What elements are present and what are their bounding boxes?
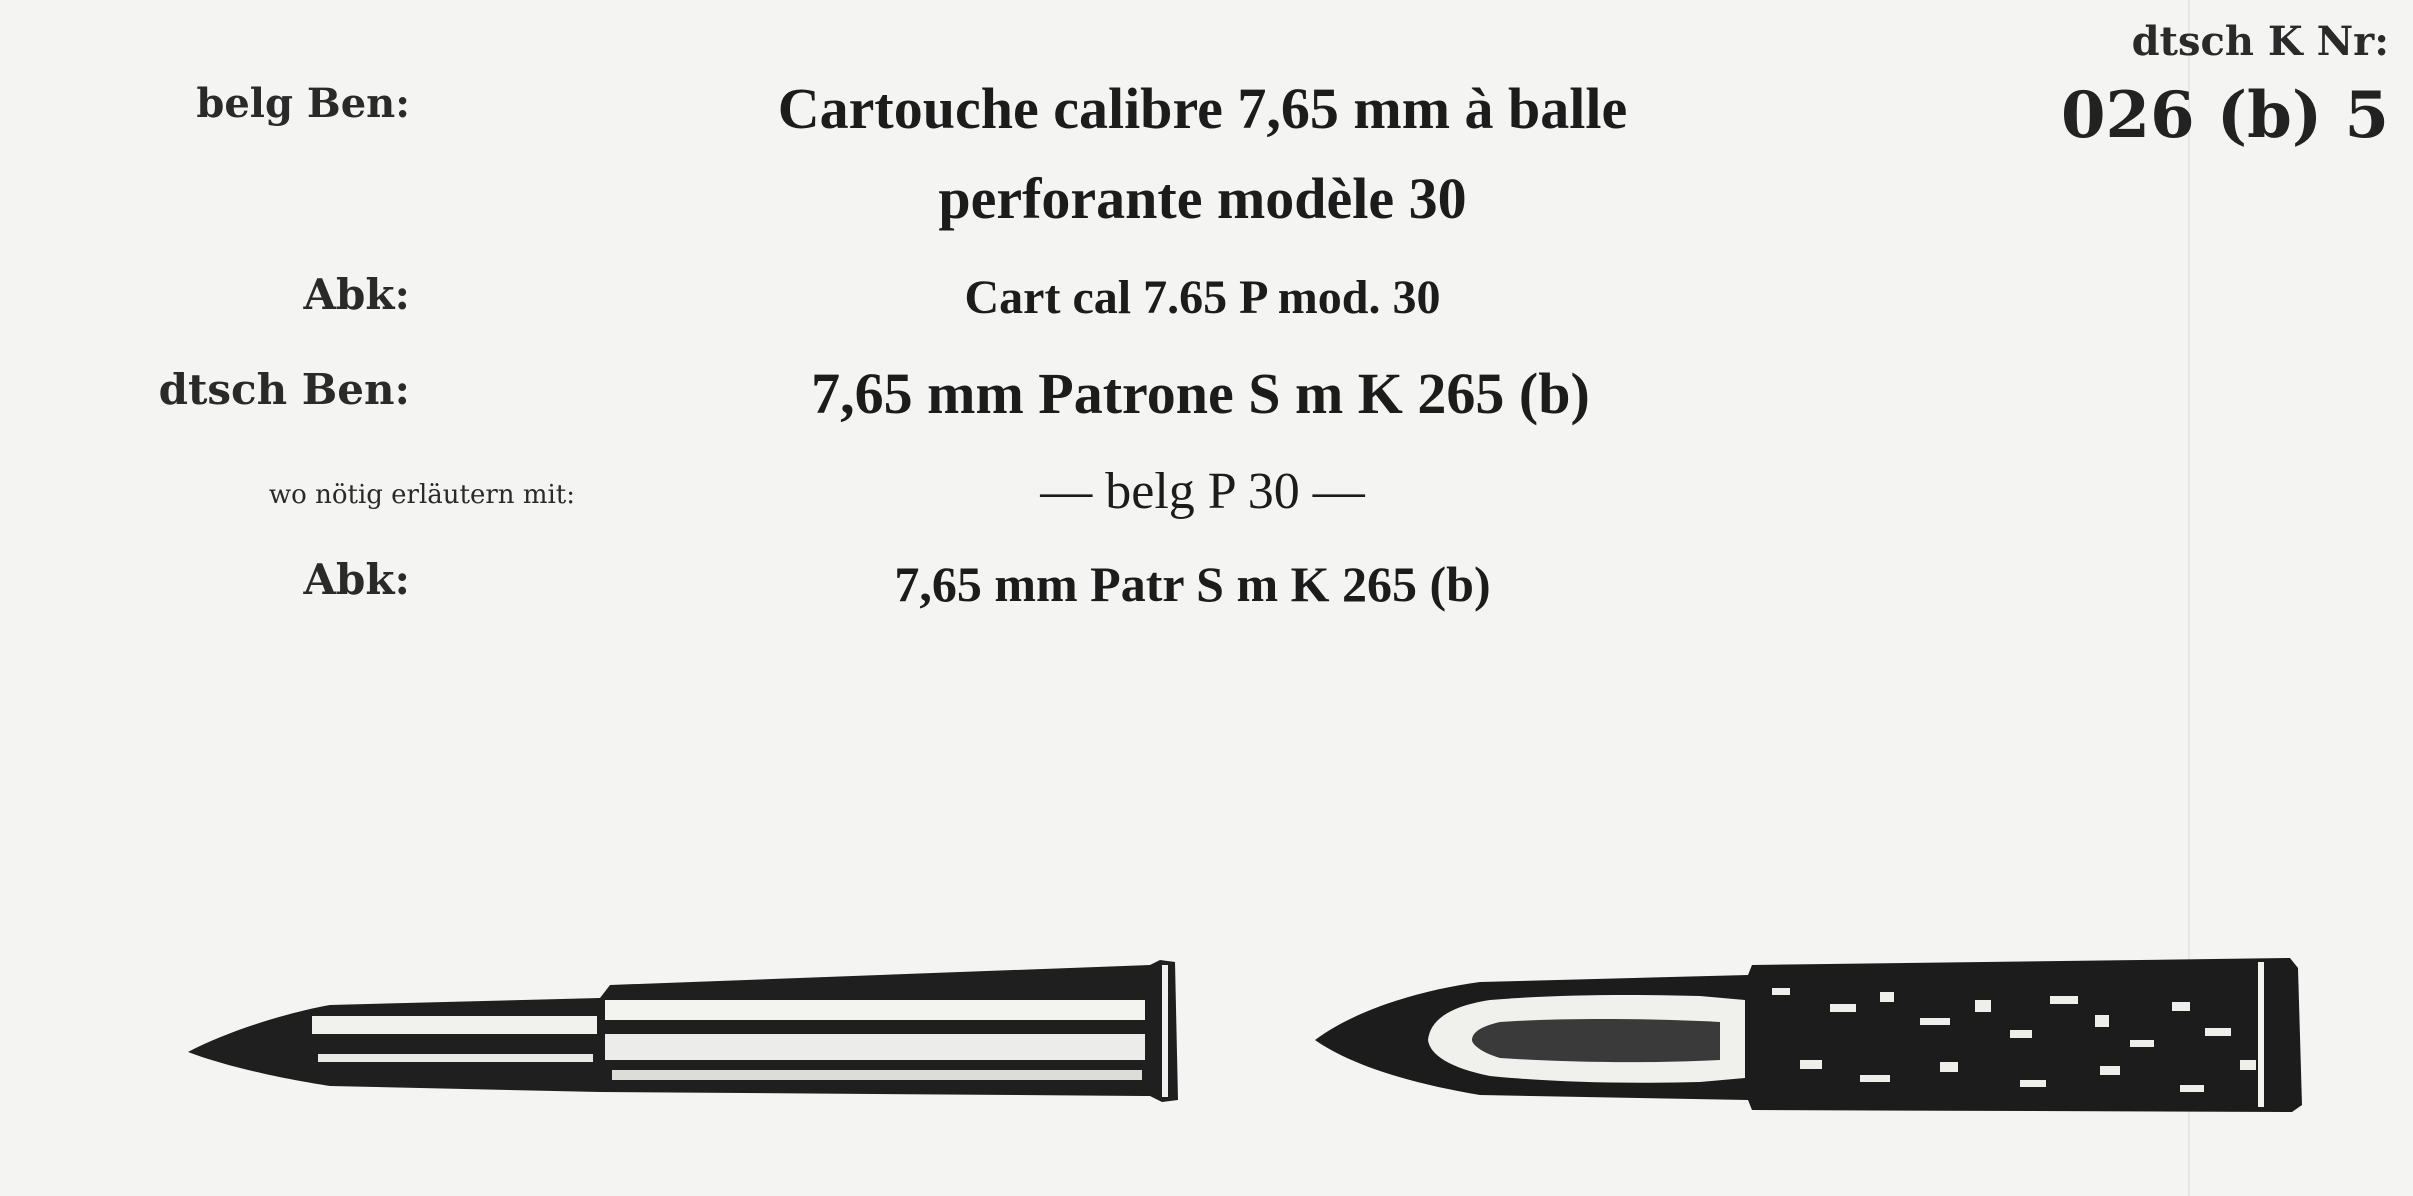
value-abk-2: 7,65 mm Patr S m K 265 (b)	[894, 556, 1491, 612]
label-dtsch-ben: dtsch Ben:	[158, 365, 410, 414]
cartridge-exterior	[188, 960, 1178, 1102]
kennummer-value: 026 (b) 5	[2061, 78, 2389, 153]
value-dtsch-ben: 7,65 mm Patrone S m K 265 (b)	[811, 361, 1590, 426]
label-abk-1: Abk:	[303, 270, 410, 319]
cartridge-cutaway	[1315, 958, 2302, 1112]
label-belg-ben: belg Ben:	[196, 80, 410, 127]
label-erlaeutern: wo nötig erläutern mit:	[268, 480, 575, 510]
value-belg-ben-line2: perforante modèle 30	[938, 166, 1467, 231]
value-erlaeutern: — belg P 30 —	[1040, 463, 1365, 520]
kennummer-label: dtsch K Nr:	[2131, 18, 2389, 65]
value-belg-ben-line1: Cartouche calibre 7,65 mm à balle	[777, 76, 1628, 141]
label-abk-2: Abk:	[303, 555, 410, 604]
value-abk-1: Cart cal 7.65 P mod. 30	[964, 271, 1441, 324]
